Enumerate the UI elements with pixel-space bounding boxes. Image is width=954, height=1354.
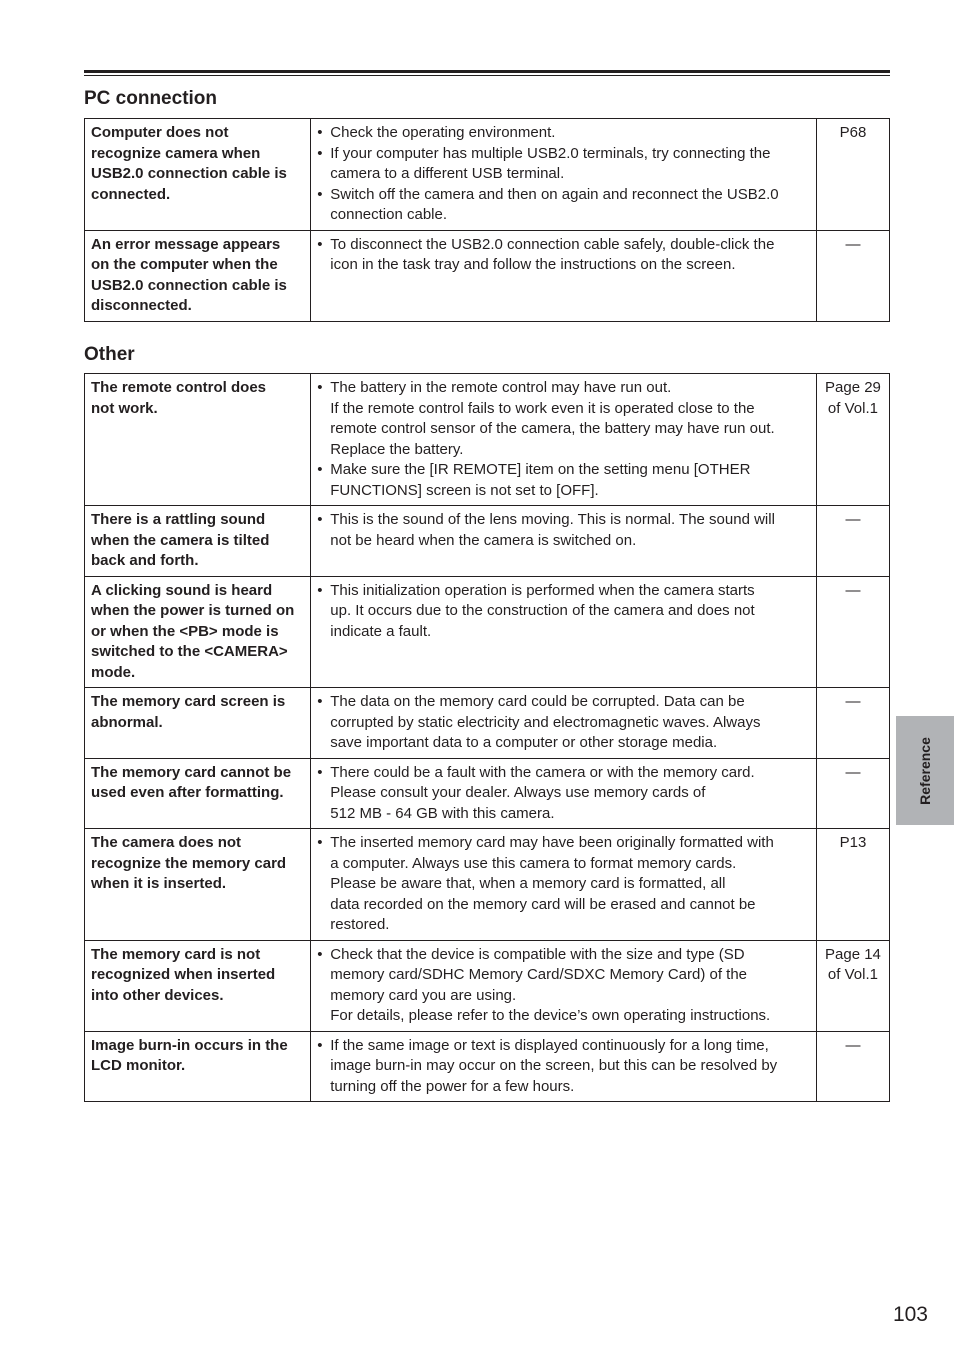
table-row [85, 374, 890, 506]
problem-cell [85, 119, 311, 231]
problem-line: recognize camera when [91, 144, 261, 162]
list-item [317, 144, 810, 185]
solution-cell [311, 374, 817, 506]
solution-cell [311, 829, 817, 941]
reference-line: — [845, 763, 861, 781]
solution-line: icon in the task tray and follow the instructions on the screen. [330, 256, 736, 273]
reference-cell [816, 940, 889, 1031]
bullet-icon: • [317, 1036, 323, 1054]
solution-line: turning off the power for a few hours. [330, 1077, 575, 1095]
solution-line: The data on the memory card could be corrupted. Data can be [330, 693, 745, 710]
reference-cell [816, 576, 889, 688]
problem-line: The memory card cannot be [91, 763, 292, 781]
list-item [317, 510, 810, 551]
solution-line: corrupted by static electricity and electromagnetic waves. Always [330, 713, 761, 731]
solution-list [317, 378, 810, 501]
reference-line: Page 14 [825, 945, 881, 963]
solution-cell [311, 119, 817, 231]
header-rule [84, 70, 890, 73]
reference-cell [816, 688, 889, 759]
problem-cell [85, 688, 311, 759]
problem-line: used even after formatting. [91, 784, 284, 801]
reference-cell [816, 119, 889, 231]
solution-line: Please be aware that, when a memory card is formatted, all [330, 875, 726, 892]
reference-line: — [845, 235, 861, 253]
side-tab-label: Reference [917, 736, 933, 805]
problem-cell [85, 506, 311, 577]
reference-cell [816, 506, 889, 577]
reference-line: — [845, 511, 861, 528]
solution-line: Please consult your dealer. Always use memory cards of [330, 784, 706, 801]
problem-line: back and forth. [91, 552, 199, 569]
bullet-icon: • [317, 763, 323, 781]
bullet-icon: • [317, 834, 323, 851]
solution-line: This initialization operation is performed when the camera starts [330, 581, 755, 599]
table-row [85, 940, 890, 1031]
reference-cell [816, 1031, 889, 1102]
pc-connection-table [84, 118, 890, 322]
problem-line: when the camera is tilted [91, 531, 270, 549]
reference-line: — [845, 1036, 861, 1054]
solution-list [317, 510, 810, 551]
solution-line: The battery in the remote control may have run out. [330, 379, 672, 396]
problem-line: when the power is turned on [91, 602, 295, 619]
reference-line: P13 [839, 834, 867, 851]
list-item [317, 1036, 810, 1098]
solution-cell [311, 1031, 817, 1102]
problem-line: connected. [91, 185, 171, 203]
problem-line: recognize the memory card [91, 854, 287, 872]
problem-line: LCD monitor. [91, 1057, 186, 1074]
problem-cell [85, 230, 311, 321]
list-item [317, 833, 810, 936]
problem-cell [85, 758, 311, 829]
list-item [317, 123, 810, 144]
list-item [317, 460, 810, 501]
section-title-other: Other [84, 344, 135, 365]
solution-cell [311, 230, 817, 321]
problem-line: mode. [91, 663, 136, 681]
problem-line: There is a rattling sound [91, 511, 266, 528]
reference-cell [816, 829, 889, 941]
list-item [317, 378, 810, 460]
solution-cell [311, 940, 817, 1031]
solution-line: camera to a different USB terminal. [330, 165, 565, 182]
solution-list [317, 1036, 810, 1098]
bullet-icon: • [317, 461, 323, 478]
bullet-icon: • [317, 581, 323, 599]
solution-line: There could be a fault with the camera or with the memory card. [330, 763, 755, 781]
problem-line: USB2.0 connection cable is [91, 165, 287, 182]
page-number: 103 [892, 1303, 928, 1326]
solution-cell [311, 576, 817, 688]
solution-list [317, 581, 810, 643]
problem-line: Image burn-in occurs in the [91, 1036, 288, 1054]
solution-line: memory card you are using. [330, 986, 517, 1004]
solution-line: image burn-in may occur on the screen, but this can be resolved by [330, 1057, 778, 1074]
solution-line: Check the operating environment. [330, 124, 556, 141]
solution-line: save important data to a computer or other storage media. [330, 734, 718, 751]
list-item [317, 581, 810, 643]
problem-cell [85, 1031, 311, 1102]
solution-line: memory card/SDHC Memory Card/SDXC Memory Card) of the [330, 966, 748, 983]
solution-line: 512 MB - 64 GB with this camera. [330, 804, 555, 822]
problem-cell [85, 576, 311, 688]
solution-line: Replace the battery. [330, 440, 464, 458]
problem-line: switched to the <CAMERA> [91, 643, 288, 660]
solution-line: The inserted memory card may have been originally formatted with [330, 834, 774, 851]
solution-list [317, 123, 810, 226]
problem-line: A clicking sound is heard [91, 581, 273, 599]
bullet-icon: • [317, 693, 323, 710]
solution-line: data recorded on the memory card will be erased and cannot be [330, 895, 756, 913]
reference-line: Page 29 [825, 379, 881, 396]
solution-line: Check that the device is compatible with the size and type (SD [330, 945, 745, 963]
table-row [85, 829, 890, 941]
solution-cell [311, 506, 817, 577]
table-row [85, 506, 890, 577]
problem-line: The camera does not [91, 834, 242, 851]
table-row [85, 1031, 890, 1102]
solution-line: up. It occurs due to the construction of the camera and does not [330, 602, 755, 619]
solution-line: For details, please refer to the device’s own operating instructions. [330, 1007, 771, 1024]
solution-line: This is the sound of the lens moving. This is normal. The sound will [330, 511, 775, 528]
problem-line: USB2.0 connection cable is [91, 276, 287, 294]
solution-line: Switch off the camera and then on again and reconnect the USB2.0 [330, 185, 779, 203]
solution-list [317, 833, 810, 936]
list-item [317, 945, 810, 1027]
reference-line: — [845, 581, 861, 599]
list-item [317, 763, 810, 825]
table-row [85, 576, 890, 688]
problem-line: The memory card screen is [91, 693, 286, 710]
solution-line: a computer. Always use this camera to format memory cards. [330, 854, 737, 872]
table-row [85, 758, 890, 829]
solution-line: If the same image or text is displayed continuously for a long time, [330, 1036, 769, 1054]
reference-line: P68 [839, 124, 867, 141]
problem-cell [85, 829, 311, 941]
solution-line: not be heard when the camera is switched on. [330, 531, 637, 549]
problem-line: not work. [91, 399, 158, 417]
problem-cell [85, 940, 311, 1031]
solution-list [317, 235, 810, 276]
section-title-pc-connection: PC connection [84, 88, 218, 109]
problem-line: recognized when inserted [91, 966, 276, 983]
bullet-icon: • [317, 235, 323, 253]
header-rule-thin [84, 75, 890, 76]
problem-line: on the computer when the [91, 256, 278, 273]
problem-cell [85, 374, 311, 506]
problem-line: The memory card is not [91, 945, 261, 963]
list-item [317, 692, 810, 754]
bullet-icon: • [317, 185, 323, 203]
list-item [317, 185, 810, 226]
solution-list [317, 692, 810, 754]
solution-cell [311, 688, 817, 759]
solution-line: FUNCTIONS] screen is not set to [OFF]. [330, 481, 599, 499]
reference-side-tab [896, 716, 954, 825]
reference-line: of Vol.1 [827, 399, 878, 417]
problem-line: abnormal. [91, 713, 163, 731]
problem-line: or when the <PB> mode is [91, 622, 279, 640]
reference-cell [816, 230, 889, 321]
problem-line: An error message appears [91, 235, 281, 253]
problem-line: into other devices. [91, 986, 224, 1004]
table-row [85, 230, 890, 321]
problem-line: Computer does not [91, 124, 229, 141]
reference-line: of Vol.1 [827, 966, 878, 983]
bullet-icon: • [317, 124, 323, 141]
problem-line: The remote control does [91, 379, 267, 396]
solution-line: remote control sensor of the camera, the battery may have run out. [330, 420, 775, 437]
other-table [84, 373, 890, 1102]
solution-line: connection cable. [330, 206, 448, 223]
solution-list [317, 763, 810, 825]
problem-line: disconnected. [91, 297, 192, 314]
reference-line: — [845, 693, 861, 710]
problem-line: when it is inserted. [91, 875, 227, 892]
table-row [85, 688, 890, 759]
solution-line: Make sure the [IR REMOTE] item on the setting menu [OTHER [330, 461, 751, 478]
reference-cell [816, 374, 889, 506]
list-item [317, 235, 810, 276]
bullet-icon: • [317, 945, 323, 963]
solution-cell [311, 758, 817, 829]
solution-list [317, 945, 810, 1027]
table-row [85, 119, 890, 231]
bullet-icon: • [317, 379, 323, 396]
bullet-icon: • [317, 144, 323, 162]
solution-line: To disconnect the USB2.0 connection cable safely, double-click the [330, 235, 775, 253]
solution-line: indicate a fault. [330, 622, 432, 640]
solution-line: restored. [330, 916, 390, 933]
solution-line: If the remote control fails to work even it is operated close to the [330, 399, 755, 417]
solution-line: If your computer has multiple USB2.0 terminals, try connecting the [330, 144, 771, 162]
reference-cell [816, 758, 889, 829]
bullet-icon: • [317, 511, 323, 528]
